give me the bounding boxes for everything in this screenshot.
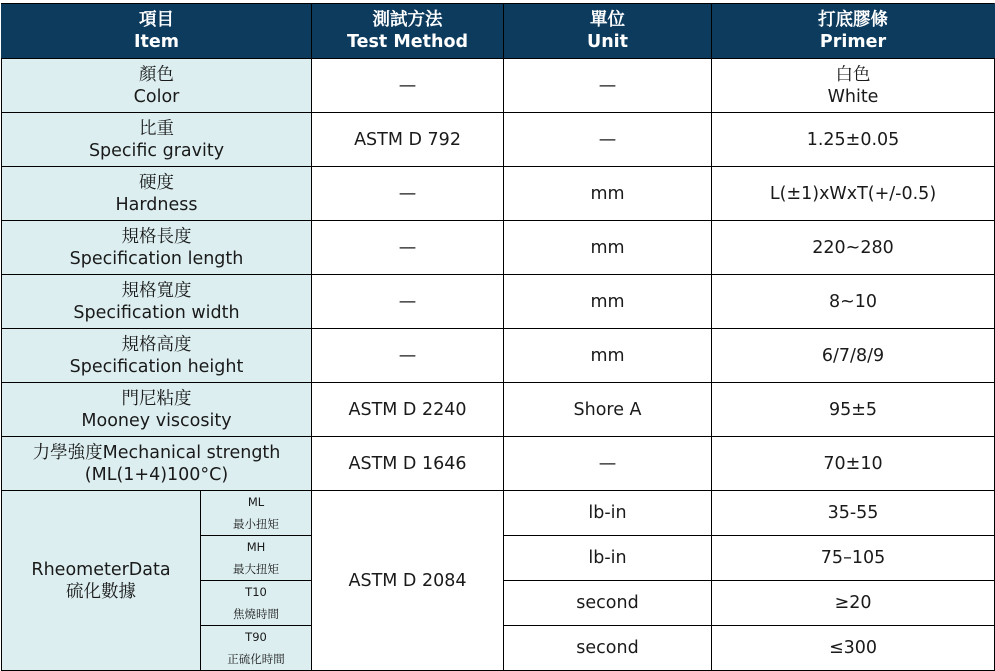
spec-table xyxy=(1,3,995,671)
table-row xyxy=(2,437,995,491)
table-row xyxy=(2,221,995,275)
value-cell: 95±5 xyxy=(712,383,995,437)
unit-cell: mm xyxy=(504,167,712,221)
value-cell: L(±1)xWxT(+/-0.5) xyxy=(712,167,995,221)
header-row xyxy=(2,4,995,59)
test-method-cell: — xyxy=(312,59,504,113)
unit-cell: Shore A xyxy=(504,383,712,437)
test-method-cell: ASTM D 2240 xyxy=(312,383,504,437)
unit-cell: mm xyxy=(504,221,712,275)
item-label: 比重 Specific gravity xyxy=(2,113,312,167)
item-label: 規格寬度 Specification width xyxy=(2,275,312,329)
rheometer-sub-label: T10 焦燒時間 xyxy=(201,581,312,626)
test-method-cell: ASTM D 1646 xyxy=(312,437,504,491)
value-cell: 220~280 xyxy=(712,221,995,275)
test-method-cell: — xyxy=(312,275,504,329)
item-label: 力學強度Mechanical strength (ML(1+4)100°C) xyxy=(2,437,312,491)
table-row xyxy=(2,113,995,167)
unit-cell: — xyxy=(504,59,712,113)
table-row xyxy=(2,275,995,329)
table-row xyxy=(2,491,995,536)
test-method-cell: — xyxy=(312,167,504,221)
value-cell: 1.25±0.05 xyxy=(712,113,995,167)
item-label: 門尼粘度 Mooney viscosity xyxy=(2,383,312,437)
value-cell: 白色 White xyxy=(712,59,995,113)
unit-cell: second xyxy=(504,626,712,671)
header-unit: 單位 Unit xyxy=(504,4,712,59)
rheometer-label: RheometerData 硫化數據 xyxy=(2,491,201,671)
value-cell: 8~10 xyxy=(712,275,995,329)
item-label: 規格長度 Specification length xyxy=(2,221,312,275)
rheometer-sub-label: T90 正硫化時間 xyxy=(201,626,312,671)
table-row xyxy=(2,59,995,113)
rheometer-test-method: ASTM D 2084 xyxy=(312,491,504,671)
unit-cell: mm xyxy=(504,329,712,383)
rheometer-sub-label: MH 最大扭矩 xyxy=(201,536,312,581)
value-cell: 70±10 xyxy=(712,437,995,491)
test-method-cell: — xyxy=(312,329,504,383)
item-label: 顏色 Color xyxy=(2,59,312,113)
table-row xyxy=(2,329,995,383)
unit-cell: lb-in xyxy=(504,536,712,581)
value-cell: ≥20 xyxy=(712,581,995,626)
item-label: 硬度 Hardness xyxy=(2,167,312,221)
test-method-cell: — xyxy=(312,221,504,275)
unit-cell: second xyxy=(504,581,712,626)
header-item: 項目 Item xyxy=(2,4,312,59)
value-cell: 75–105 xyxy=(712,536,995,581)
table-row xyxy=(2,383,995,437)
unit-cell: — xyxy=(504,113,712,167)
header-test-method: 測試方法 Test Method xyxy=(312,4,504,59)
value-cell: 35-55 xyxy=(712,491,995,536)
unit-cell: mm xyxy=(504,275,712,329)
unit-cell: lb-in xyxy=(504,491,712,536)
header-primer: 打底膠條 Primer xyxy=(712,4,995,59)
value-cell: ≤300 xyxy=(712,626,995,671)
table-row xyxy=(2,167,995,221)
unit-cell: — xyxy=(504,437,712,491)
rheometer-sub-label: ML 最小扭矩 xyxy=(201,491,312,536)
item-label: 規格高度 Specification height xyxy=(2,329,312,383)
value-cell: 6/7/8/9 xyxy=(712,329,995,383)
test-method-cell: ASTM D 792 xyxy=(312,113,504,167)
